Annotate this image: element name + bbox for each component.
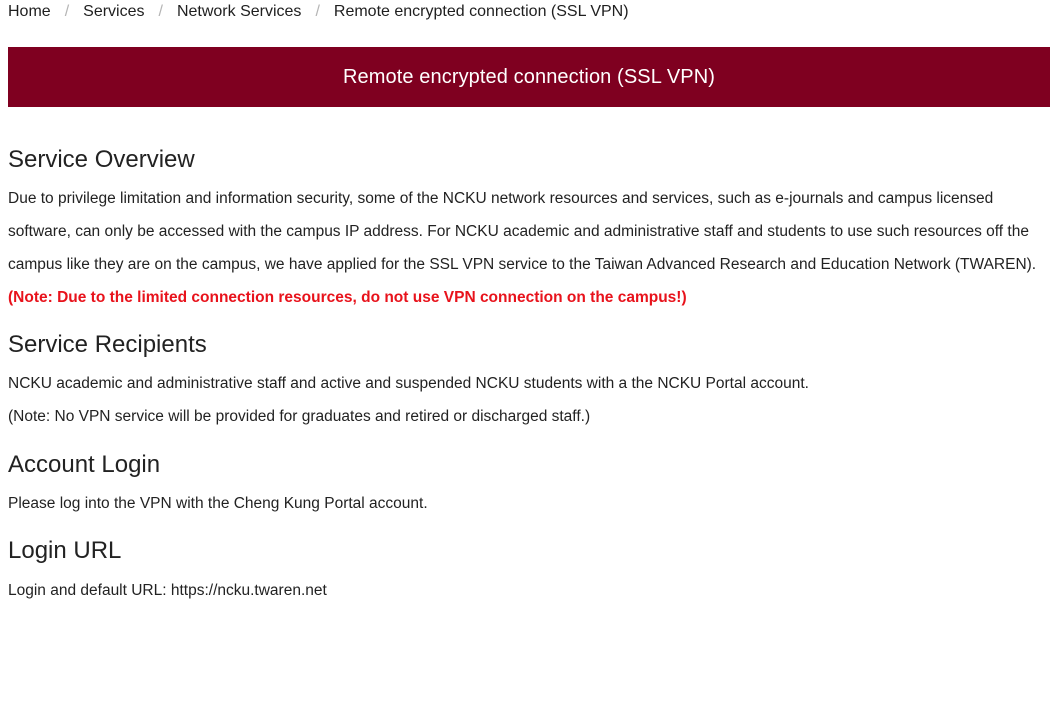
section-login-url [8,536,1050,607]
service-recipients-text [8,367,1050,433]
page-title-banner [8,47,1050,107]
account-login-heading: Account Login [8,451,161,478]
breadcrumb-services[interactable]: Services [83,3,145,20]
service-overview-body: Due to privilege limitation and information security, some of the NCKU network resources and services, such as e-journals and campus licensed software, can only be accessed with the campus IP address. For NCKU academic and administrative staff and students to use such resources off the campus like they are on the campus, we have applied for the SSL VPN service to the Taiwan Advanced Research and Education Network (TWAREN). [8,190,1037,273]
breadcrumb-home[interactable]: Home [8,3,51,20]
section-service-recipients [8,330,1050,433]
service-recipients-line: NCKU academic and administrative staff and active and suspended NCKU students with a the NCKU Portal account. [8,375,809,392]
section-service-overview [8,145,1050,314]
page-title: Remote encrypted connection (SSL VPN) [342,65,716,88]
service-overview-heading: Service Overview [8,146,195,173]
login-url-heading: Login URL [8,537,122,564]
service-overview-note: (Note: Due to the limited connection resources, do not use VPN connection on the campus!) [8,289,687,306]
breadcrumb-separator: / [158,3,163,20]
breadcrumb-separator: / [64,3,70,20]
service-overview-text [8,182,1050,314]
login-url-text: Login and default URL: https://ncku.twaren.net [8,582,327,599]
breadcrumb-separator: / [315,3,320,20]
section-account-login [8,450,1050,520]
account-login-text: Please log into the VPN with the Cheng Kung Portal account. [8,495,428,512]
service-recipients-note: (Note: No VPN service will be provided for graduates and retired or discharged staff.) [8,408,591,425]
breadcrumb [8,0,1050,24]
service-recipients-heading: Service Recipients [8,331,207,358]
breadcrumb-current: Remote encrypted connection (SSL VPN) [333,3,629,20]
breadcrumb-network-services[interactable]: Network Services [176,3,302,20]
